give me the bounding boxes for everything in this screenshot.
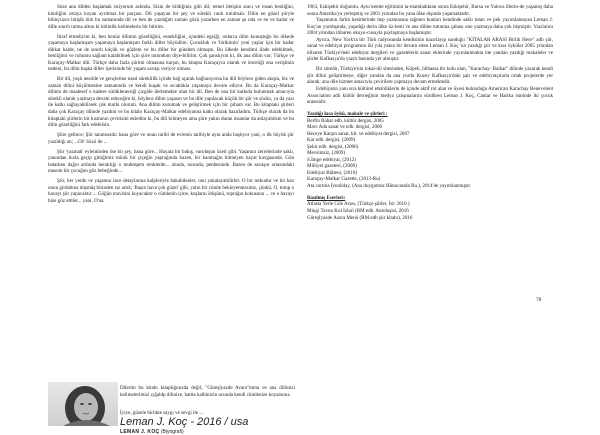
publications-list: [307, 118, 553, 190]
author-label: LEMAN J. KOÇ: [120, 429, 160, 435]
paragraph: Bir dil, yaşlı nesilde ve gençlerine nasıl süreklilik içinde bağ açarak bağlanıyorsa bu dili böylece giden akışta, biz ve zaman dilini küçülmesine zamanında ve kendi kuşak ve sıcaklıkla yaşamaya devam ediyor. Bu da Karaçay-Malkar dilinin de maalesef o kadere sürükleneceği çizgide ilerlemekte olan bir dil. Ben de ona bir katkıda bulunmak amacıyla sürekli olarak yazmaya devam edeceğim ki, böylece dilim yaşasın ve bu dile yapılacak küçük bir şiir ve sözün, ya da yazı ile katkı sağlayabilirsek çok mutlu olurum. Ana dilimi korumak ve geliştirmek için bir çabam var. Bu kitaptaki şiirleri daha çok Karaçay dilinde yazdım ve bu kitabı Karaçay-Malkar edebiyatına katkı olarak hazırladım. Türkçe olarak da bu kitaptaki şiirlerin bir kısmının çevirisini ekledim ki, bu dili bilmeyen ama şiire yakın duran insanlar da anlayabilsin ve bu dilin güzelliğini fark edebilsin.: [48, 76, 294, 129]
list-item: Kar edb. dergisi, (2009): [307, 137, 356, 144]
right-column: [307, 4, 553, 221]
bio-paragraph: Yaşamının farklı kesitlerinde hep yazmasına rağmen bunları kendinde saklı tutan ve pek yayımlamayan Leman J. Koç'un yurtdışında, yaşadığı derin ülke öz-lemi ve ana diline tutunma çabası onu yazmaya daha çok itişmiştir. Yazılarını 2004 yılından itibaren okuyu-cusuyla paylaşmaya başlamıştır.: [307, 17, 553, 37]
list-item: Berfin Bahar edb. kültür dergisi, 2005: [307, 117, 384, 124]
paragraph: Şiir, her yerde ve yaşamın ince detaylarına kalpleriyle bakabilenler, onu yakalayabilirler. O bir tutkudur ve bir kez onun girdabına düşmüş birinden sız artık; 'Başın hava çok güzel' gibi, yalın bir cümle bekleyemezsiniz, çünkü, O, tutup o havayı şiir yapacaktır ... Göğün mavisini koyacaktır o cümlenin içine, kuşların ötüşünü, toprağın kokusunu ... ve o havayı bize göz ettiler... yani, O'na.: [48, 178, 294, 204]
signature: Leman J. Koç - 2016 / usa: [120, 416, 249, 428]
list-item: Atlasta Yerle Gök Arası, (Türkçe şiirler, İst/ 2010 ): [307, 201, 410, 208]
list-item: Ata curtına İynaliday, (Ana duygumuz Hünocasıda Ru.), 2014'de yayımlanmıştır.: [307, 183, 472, 189]
author-photo: [48, 382, 118, 426]
list-item: Milliyet gazetesi, (2008): [307, 163, 357, 170]
list-item: S.İmge edebiyat, (2012): [307, 156, 356, 163]
bio-paragraph: Edebiyatın yanı sıra kültürel etkinliklerin de içinde aktif rol alan ve üyesi bulunduğu American Karachay Benevolent Association adlı kültür derneğinin medya çalışmalarını sürdüren Leman J. Koç, Canlar ve Harika isminde iki çocuk annesidir.: [307, 85, 553, 106]
author-portrait-image: [48, 382, 118, 426]
closing-line: İyiye, güzele birlikte saygı ve sevgi ile ...: [120, 410, 204, 416]
list-item: Karaçay-Malkar Gazette, (2013-Ru): [307, 176, 381, 183]
list-item: Şehir edb. dergisi, (2006): [307, 143, 359, 150]
left-column: [48, 4, 294, 204]
list-item: Edebiyat Bülteni, (2010): [307, 169, 358, 176]
list-item: Heceye Karşın sanat, klt. ve edebiyat dergisi, 2007: [307, 130, 410, 137]
author-note: (Biyografi): [160, 429, 184, 435]
closing-paragraph: Dilerim bu kitabı kitaplığınızda değil, "Güreşlyazde Avara"mma ve ana dilimizi kelimelerimizi çığaldp dilinize, hattta kalbinizin ucunda kendi cümlenize koyarsınız.: [120, 385, 295, 398]
paragraph: İtiraf etmeliyim ki, ben henüz dilimin güzelliğini, esnekliğini, içindeki egziği, onlarca dilin konuştuğu bu ülkede yaşamaya başlamışım yaşamaya başlamışım farklı diller büyüdüm. Çocukluk ve 'birikimin' yeni yaşlar için bir kadar dikkat halde, ne de sınırlı küçük ve gözlem ve bu diller bir gündem olmuştu. Bu ülkede kendimi ifade edebilmek, benliğimi ve ruhumu sağlam kalabilmek için şiire tutundum diye-bilirim. Çok şanslıyım ki, ilk ana dilim var; Türkçe ve Karaçay-Malkar dili. Türkçe daha fazla şiirimi olmasına karşın, bu kitapta Karaçayca olarak ve önceliği ona verişimin nedeni, bu dilin başka diller içerisinde bir yaşam savaşı veriyor olması.: [48, 33, 294, 73]
paragraph: Şiire gelince; Şiir tanımsızdır bana göre ve onun tarihi de evrenin tarihiyle aynı anda başlıyor yani, o ilk büyük şiir yazıldığı an; ...Ol! Sözü ile ...: [48, 132, 294, 145]
paragraph: Söze ana dilden başlamak istiyorum aslında. Sizin de bildiğiniz gibi dil; temel iletişim aracı ve insan benliğini, kimliğini ortaya koyan ayrılmaz bir parçası. Dil yaşayan bir şey ve sürekli canlı tutulmalı. Dilin en güzel şiiryle bilinçsizce bitişik tüm bu zamanında dil ve ben de yazdığım zaman gözü yazarken en zaman şu nda ve en ve kadar ve dille sınırlı tutma altını ki bitimlik kelimelerin bir bitirim.: [48, 4, 294, 30]
list-item: Mavi Ada sanat ve edb. dergisi, 2006: [307, 124, 383, 131]
list-item: Güreşlyazde Asura Menü (RM edb şiir kitabı), 2016: [307, 214, 413, 221]
bio-paragraph: Ayrıca, New York'ta bir Türk radyosunda kendisinin hazırlayıp sunduğu "KİTALAR ARASI Birlik Hece" adlı şiir, sanat ve edebiyat programını iki yıla yakın bir devam eden Leman J. Koç 'un yazdığı şiir ve kısa öyküler 2005 yılından itibaren Türkiye'deki edebiyat dergileri ve gazetelerin sanat eklerinde yayınlanmakta öte yandan yazdığı makaleler ve şiirler Kafkasya'da yazılı basında yer almıştır.: [307, 36, 553, 63]
bio-paragraph: 1963, Eskişehir doğumlu. Aynı kentte eğitimini ta-mamladıktan sonra Eskişehir, Bursa ve Yalova illerin-de yaşamış daha sonra Amerika'ya yerleşmiş ve 2001 yılından bu yana ülke dışında yaşamaktadır.: [307, 4, 553, 17]
list-item: Mevsimsiz, (2009): [307, 150, 346, 157]
paragraph: Şiir 'yazmak' eyleminden öte bir şey, bana göre... Hayata bir bakış, varoluşun özeti gibi. Yaşamın zerrelerinde saklı, yanından hızla geçip gittiğimiz minik bir çiçeğin yaprağında bazen, bir kanmağın bitmeyen hayat kavgasında. Gün batarken dağın ardında beraklığı o muhteşem renklerde... alında, norında, penbesinde. Bazen de savaşın ortasındaki masum bir çocuğun göz bebeğinde...: [48, 148, 294, 175]
books-heading: Basılmış Eserleri:: [307, 194, 346, 201]
author-label-row: [120, 429, 248, 435]
list-item: Mingi Tavnu Kol İzlari (RM edb. Antoloşisi, 2016: [307, 208, 409, 215]
publications-heading: Yazdığı kısa öykü, makale ve şiirleri :: [307, 110, 388, 117]
signature-block: [120, 410, 248, 435]
books-list: [307, 201, 553, 221]
bio-paragraph: Bir süredir, Türkiye'nin lokal-dil sitesinden, Köpeli, bilhassa bir kolu olan, "Karachay- Balkar" dilinde yazarak kendi şiir dilini geliştirmeye, diğer yandan da ana yurdu Kuzey Kafkasya'daki şair ve edebiyatçılarla ortak projelerde yer alarak; ana dile hizmet amacıyla çevirilere yapmaya devam etmektedir.: [307, 66, 553, 86]
page-number: 78: [536, 297, 542, 303]
